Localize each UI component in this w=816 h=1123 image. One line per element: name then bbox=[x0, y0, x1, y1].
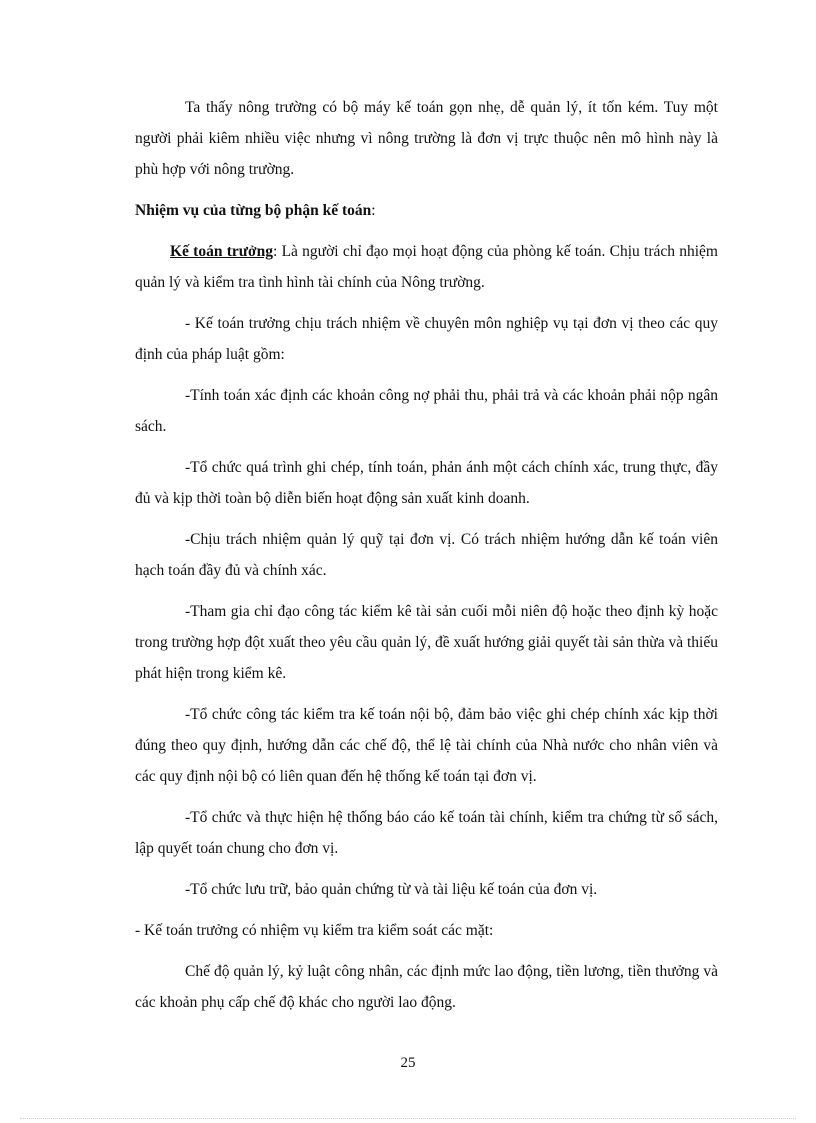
page-number: 25 bbox=[400, 1055, 416, 1071]
heading-text: Nhiệm vụ của từng bộ phận kế toán bbox=[135, 202, 372, 219]
document-body bbox=[135, 92, 718, 1018]
list-item-recording: -Tổ chức quá trình ghi chép, tính toán, phản ánh một cách chính xác, trung thực, đầy đủ và kịp thời toàn bộ diễn biến hoạt động sản xuất kinh doanh. bbox=[135, 459, 718, 507]
chief-accountant-label: Kế toán trưởng bbox=[170, 243, 274, 260]
paragraph-control-intro: - Kế toán trưởng có nhiệm vụ kiểm tra kiểm soát các mặt: bbox=[135, 922, 494, 939]
paragraph-control-details: Chế độ quản lý, kỷ luật công nhân, các định mức lao động, tiền lương, tiền thưởng và các khoản phụ cấp chế độ khác cho người lao động. bbox=[135, 963, 718, 1011]
list-item-inventory: -Tham gia chỉ đạo công tác kiểm kê tài sản cuối mỗi niên độ hoặc theo định kỳ hoặc trong trường hợp đột xuất theo yêu cầu quản lý, đề xuất hướng giải quyết tài sản thừa và thiếu phát hiện trong kiểm kê. bbox=[135, 603, 718, 682]
footer-divider bbox=[20, 1118, 796, 1119]
list-item-reporting: -Tổ chức và thực hiện hệ thống báo cáo kế toán tài chính, kiểm tra chứng từ sổ sách, lập quyết toán chung cho đơn vị. bbox=[135, 809, 718, 857]
paragraph-intro: Ta thấy nông trường có bộ máy kế toán gọn nhẹ, dễ quản lý, ít tốn kém. Tuy một người phải kiêm nhiều việc nhưng vì nông trường là đơn vị trực thuộc nên mô hình này là phù hợp với nông trường. bbox=[135, 99, 718, 178]
list-item-internal-audit: -Tổ chức công tác kiểm tra kế toán nội bộ, đảm bảo việc ghi chép chính xác kịp thời đúng theo quy định, hướng dẫn các chế độ, thể lệ tài chính của Nhà nước cho nhân viên và các quy định nội bộ có liên quan đến hệ thống kế toán tại đơn vị. bbox=[135, 706, 718, 785]
list-item-debt: -Tính toán xác định các khoản công nợ phải thu, phải trả và các khoản phải nộp ngân sách. bbox=[135, 387, 718, 435]
paragraph-duties-intro: - Kế toán trưởng chịu trách nhiệm về chuyên môn nghiệp vụ tại đơn vị theo các quy định của pháp luật gồm: bbox=[135, 315, 718, 363]
chief-accountant-text: : Là người chỉ đạo mọi hoạt động của phòng kế toán. Chịu trách nhiệm quản lý và kiểm tra tình hình tài chính của Nông trường. bbox=[135, 243, 718, 291]
list-item-archiving: -Tổ chức lưu trữ, bảo quản chứng từ và tài liệu kế toán của đơn vị. bbox=[185, 881, 598, 898]
list-item-fund: -Chịu trách nhiệm quản lý quỹ tại đơn vị. Có trách nhiệm hướng dẫn kế toán viên hạch toán đầy đủ và chính xác. bbox=[135, 531, 718, 579]
heading-colon: : bbox=[371, 202, 376, 219]
paragraph-chief-accountant bbox=[135, 236, 718, 298]
section-heading bbox=[135, 195, 718, 226]
